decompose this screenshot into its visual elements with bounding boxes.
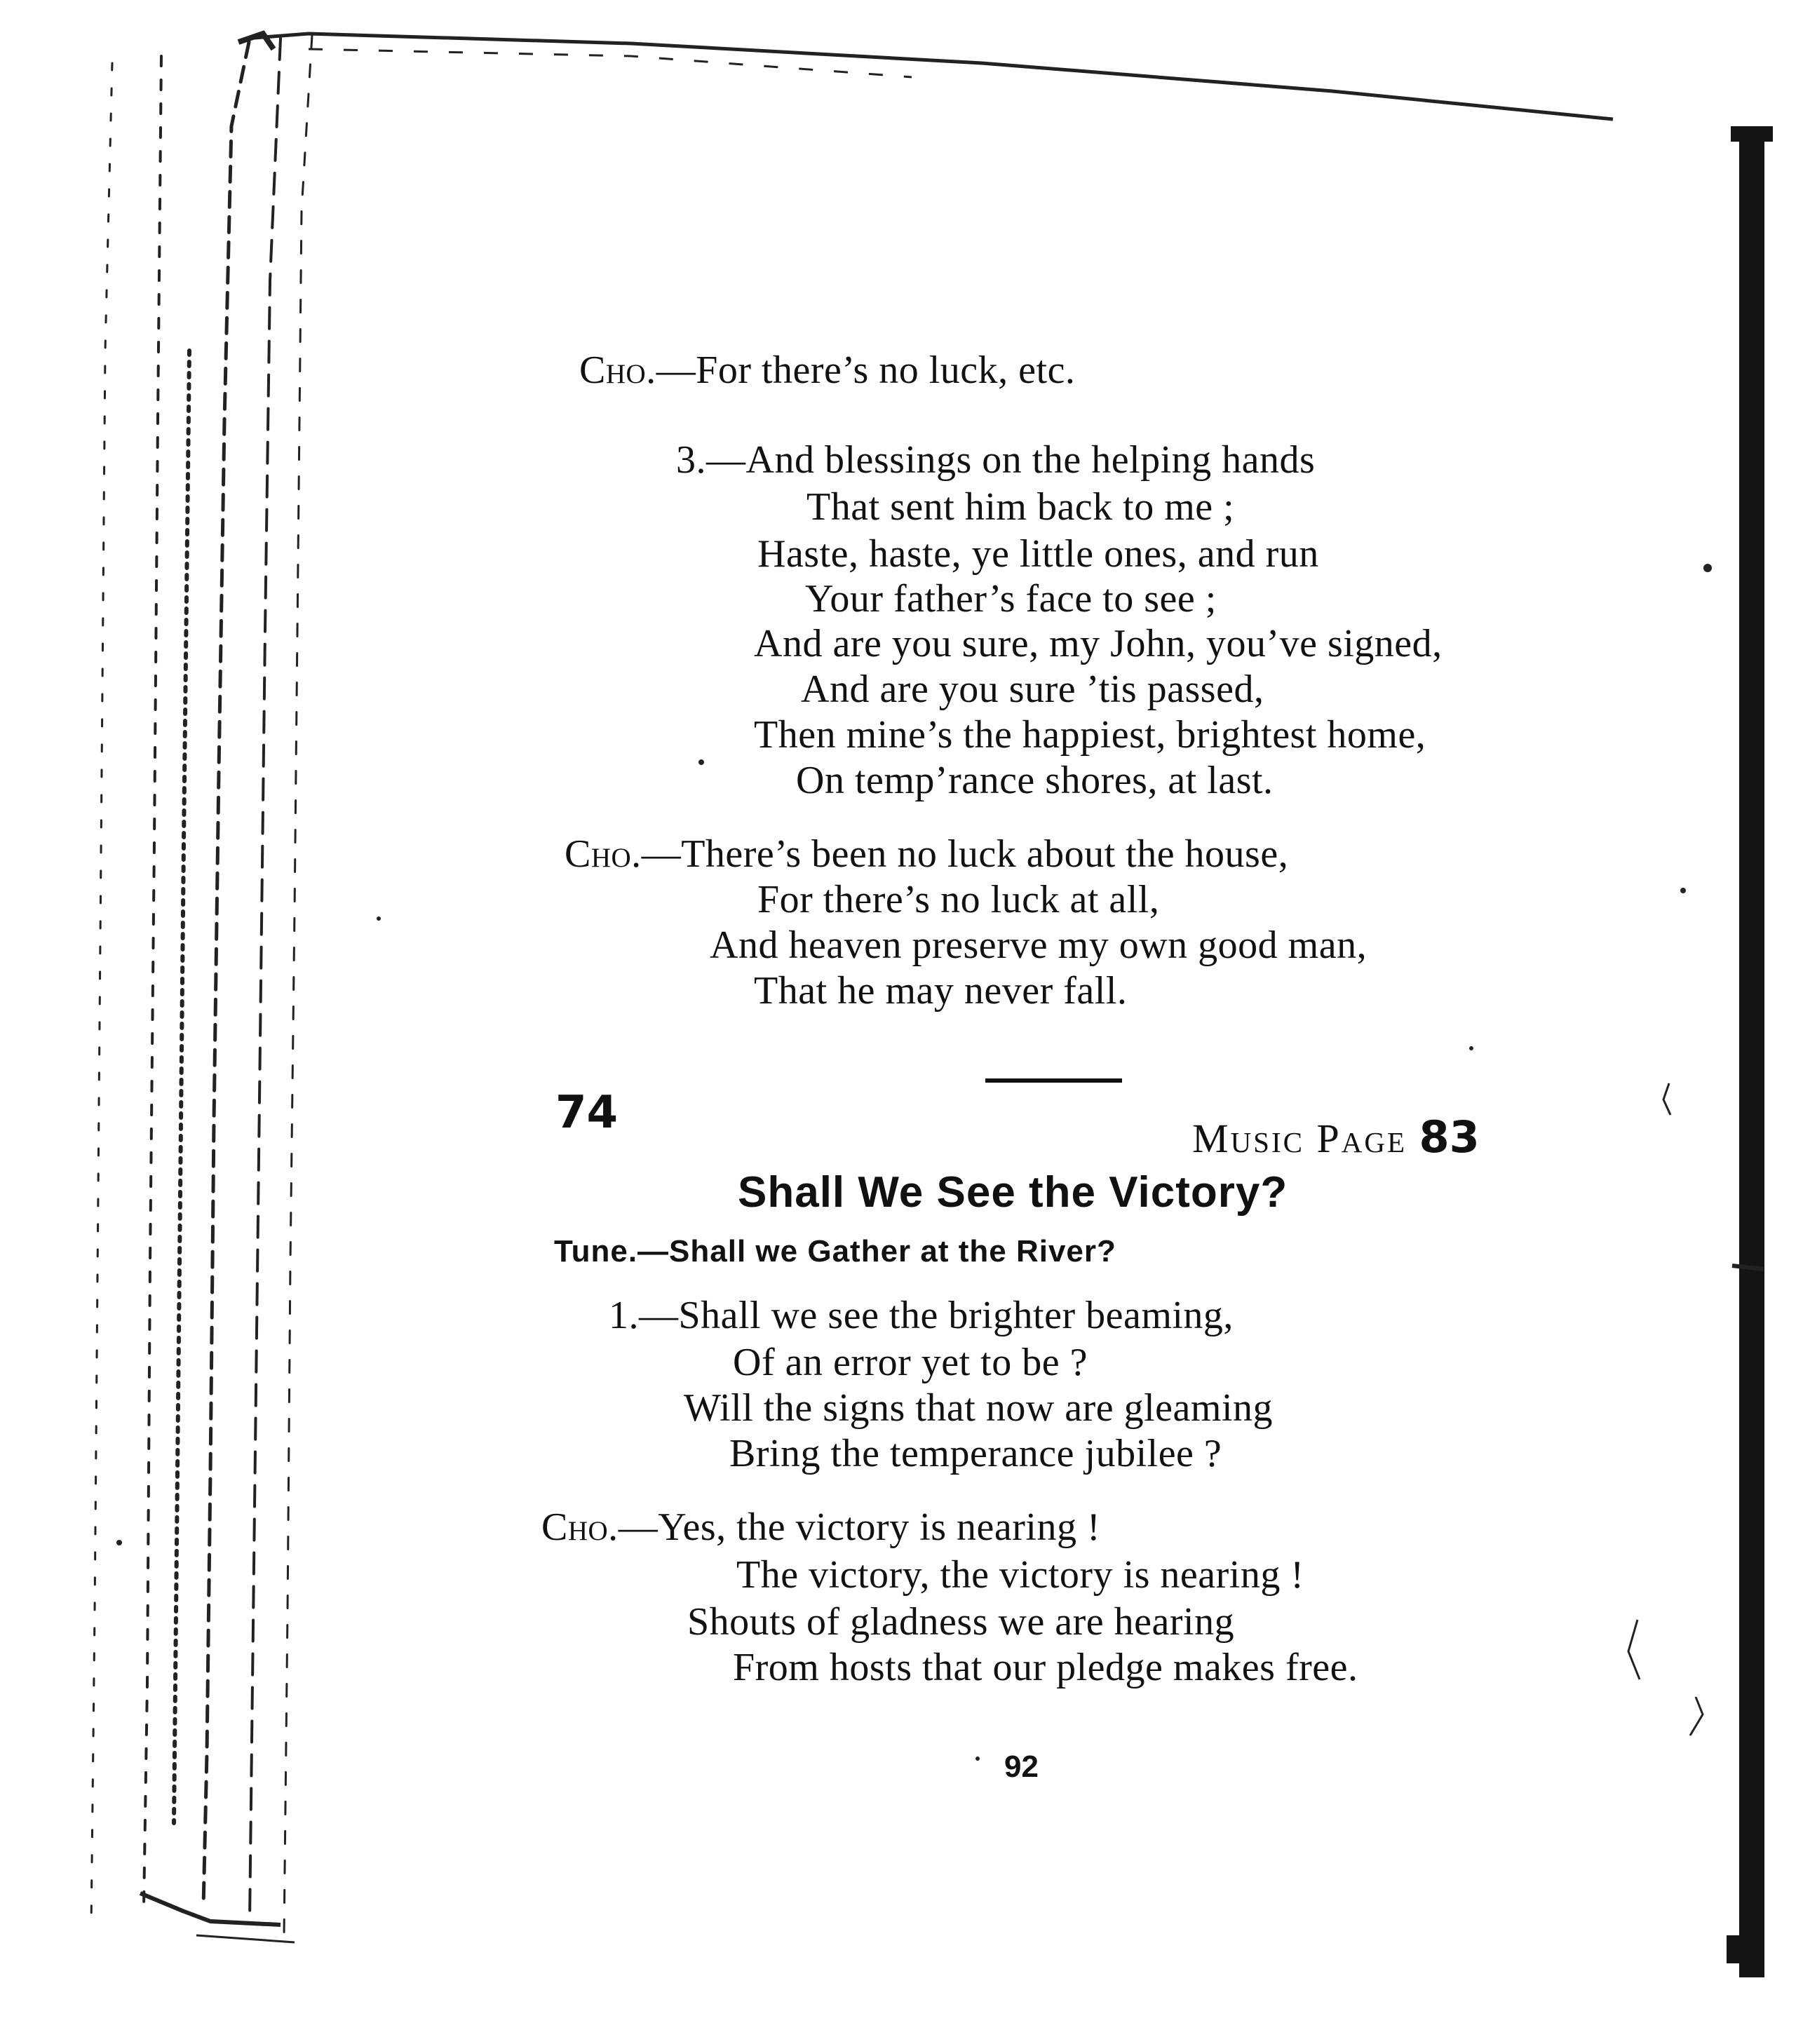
verse-line: And are you sure, my John, you’ve signed,	[754, 622, 1443, 665]
chorus-line: For there’s no luck at all,	[757, 878, 1160, 921]
page-number: 92	[1004, 1749, 1039, 1784]
section-divider	[985, 1078, 1122, 1083]
verse-line: Of an error yet to be ?	[733, 1341, 1088, 1384]
chorus-line: Shouts of gladness we are hearing	[687, 1600, 1235, 1644]
hymn-title: Shall We See the Victory?	[738, 1168, 1288, 1217]
verse-line: 3.—And blessings on the helping hands	[676, 438, 1316, 482]
verse-line: Then mine’s the happiest, brightest home,	[754, 713, 1426, 757]
chorus-line: From hosts that our pledge makes free.	[733, 1646, 1358, 1689]
chorus-label: Cho.	[565, 832, 642, 876]
music-page-label: Music Page	[1192, 1116, 1407, 1161]
verse-line: Your father’s face to see ;	[805, 577, 1217, 621]
verse-line: Will the signs that now are gleaming	[684, 1386, 1274, 1430]
top-chorus-line	[579, 348, 1076, 392]
music-page-reference	[1192, 1111, 1480, 1163]
chorus-label: Cho.	[541, 1505, 619, 1549]
chorus-line: And heaven preserve my own good man,	[710, 923, 1368, 967]
chorus-line: That he may never fall.	[754, 969, 1128, 1013]
verse-number: 3.	[676, 438, 706, 482]
verse-line: That sent him back to me ;	[806, 485, 1235, 529]
chorus-line: Cho.—There’s been no luck about the house,	[565, 832, 1289, 876]
verse-line: On temp’rance shores, at last.	[796, 759, 1274, 802]
verse-line: And are you sure ’tis passed,	[801, 668, 1264, 711]
chorus-line: Cho.—Yes, the victory is nearing !	[541, 1505, 1101, 1549]
verse-line: 1.—Shall we see the brighter beaming,	[609, 1294, 1234, 1337]
verse-line: Haste, haste, ye little ones, and run	[757, 532, 1319, 576]
chorus-line: The victory, the victory is nearing !	[736, 1553, 1304, 1597]
chorus-text: —For there’s no luck, etc.	[656, 348, 1076, 392]
verse-line: Bring the temperance jubilee ?	[729, 1432, 1222, 1475]
music-page-number: 83	[1419, 1111, 1480, 1163]
verse-number: 1.	[609, 1294, 639, 1337]
hymn-number: 74	[555, 1087, 619, 1139]
tune-line: Tune.—Shall we Gather at the River?	[554, 1234, 1116, 1268]
chorus-label: Cho.	[579, 348, 656, 392]
